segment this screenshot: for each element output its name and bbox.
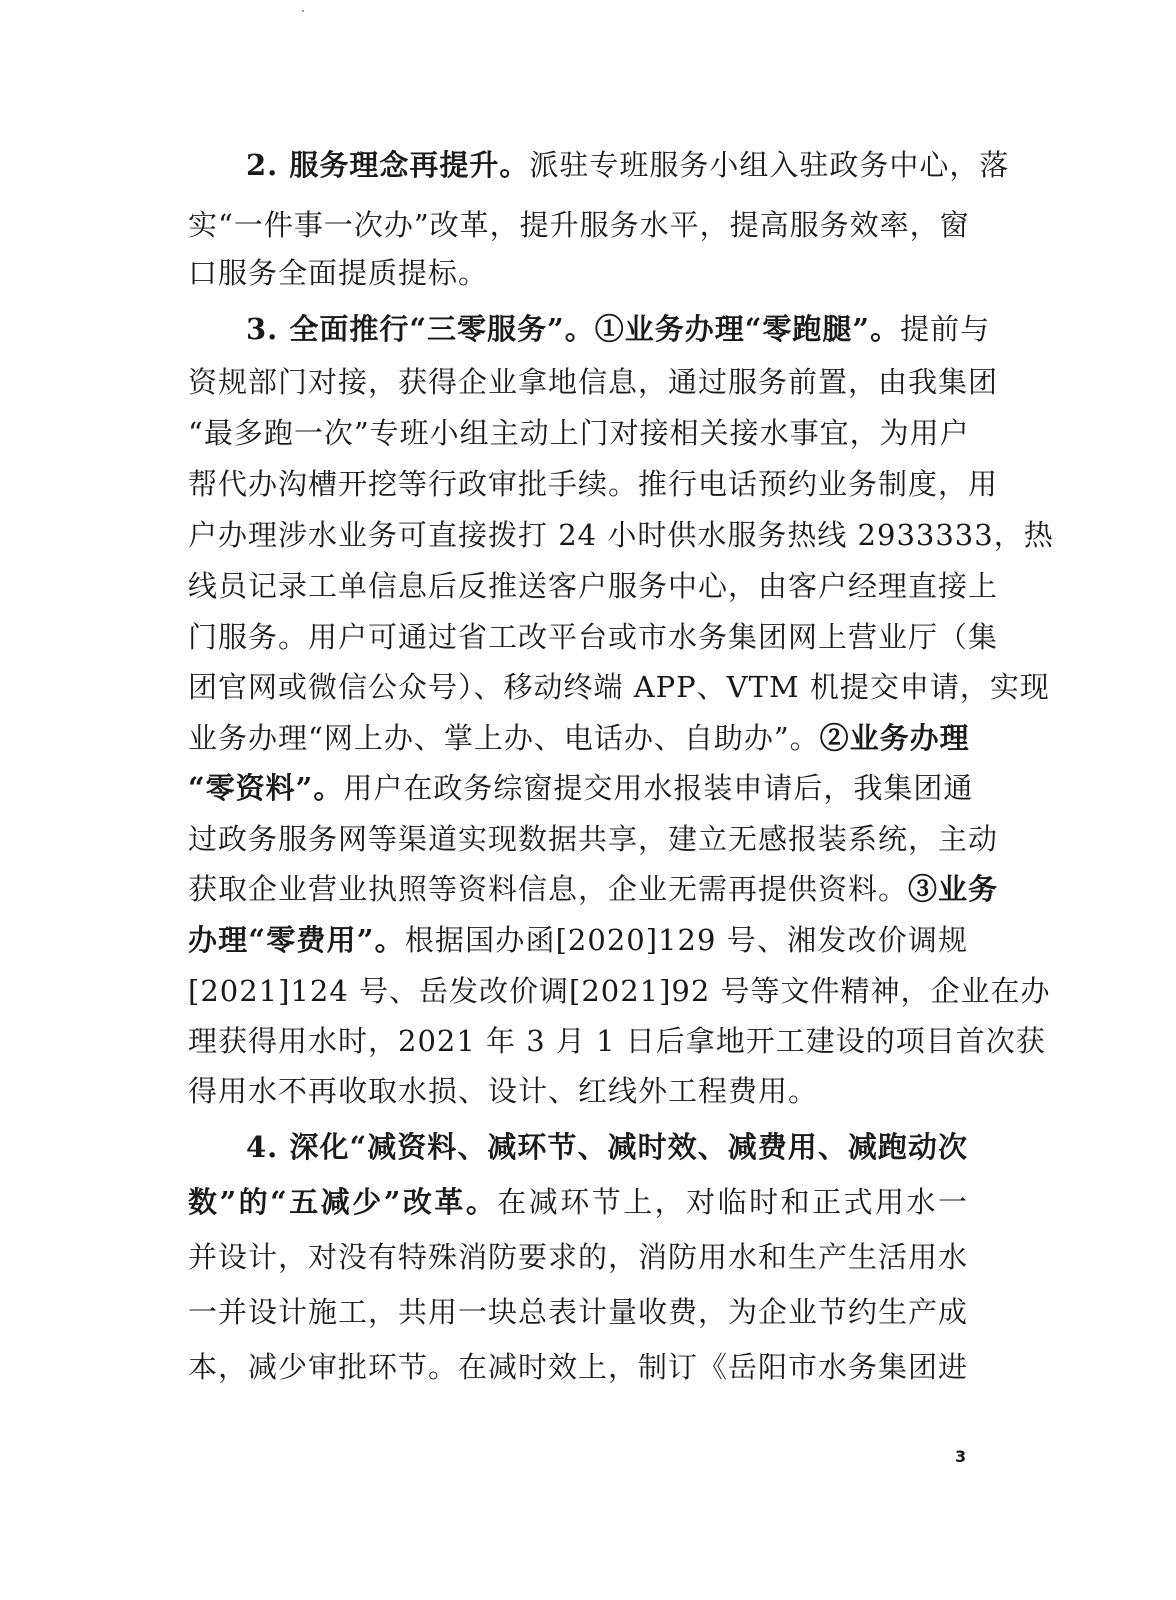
- p3-line-16: 得用水不再收取水损、设计、红线外工程费用。: [188, 1074, 819, 1108]
- scan-speck: [302, 10, 304, 12]
- p3-line-4: 帮代办沟槽开挖等行政审批手续。推行电话预约业务制度，用: [188, 467, 999, 501]
- page-number: 3: [955, 1447, 967, 1466]
- p3-line-6: 线员记录工单信息后反推送客户服务中心，由客户经理直接上: [188, 569, 999, 603]
- p3-line-7: 门服务。用户可通过省工改平台或市水务集团网上营业厅（集: [188, 620, 999, 654]
- p4-line-2: [188, 1182, 968, 1222]
- p3-subheading: ②业务办理: [819, 721, 970, 755]
- p3-line-2: 资规部门对接，获得企业拿地信息，通过服务前置，由我集团: [188, 365, 999, 399]
- p3-text: 提前与: [900, 312, 991, 346]
- p3-line-13: [188, 920, 968, 960]
- p4-text: 在减环节上，对临时和正式用水一: [497, 1185, 968, 1219]
- p3-line-12: [188, 869, 999, 909]
- p4-line-1: 4. 深化“减资料、减环节、减时效、减费用、减跑动次: [246, 1130, 968, 1164]
- p3-line-8: 团官网或微信公众号）、移动终端 APP、VTM 机提交申请，实现: [188, 670, 1050, 704]
- p4-line-4: 一并设计施工，共用一块总表计量收费，为企业节约生产成: [188, 1295, 969, 1329]
- p3-line-11: 过政务服务网等渠道实现数据共享，建立无感报装系统，主动: [188, 822, 999, 856]
- p2-text: 派驻专班服务小组入驻政务中心，落: [529, 148, 1010, 182]
- p3-text: 业务办理“网上办、掌上办、电话办、自助办”。: [188, 721, 820, 755]
- p3-line-9: [188, 718, 968, 758]
- p3-text: 获取企业营业执照等资料信息，企业无需再提供资料。: [188, 872, 909, 906]
- p3-subheading: 办理“零费用”。: [188, 923, 405, 957]
- p3-line-5: 户办理涉水业务可直接拨打 24 小时供水服务热线 2933333，热: [188, 518, 1054, 552]
- p3-heading: 3. 全面推行“三零服务”。①业务办理“零跑腿”。: [246, 312, 901, 346]
- p2-line-1: [246, 145, 1010, 185]
- p3-line-10: [188, 768, 974, 808]
- p2-heading: 2. 服务理念再提升。: [246, 148, 530, 182]
- p3-line-15: 理获得用水时，2021 年 3 月 1 日后拿地开工建设的项目首次获: [188, 1024, 1046, 1058]
- p3-text: 用户在政务综窗提交用水报装申请后，我集团通: [343, 771, 974, 805]
- p3-subheading: “零资料”。: [188, 771, 344, 805]
- p4-heading: 数”的“五减少”改革。: [188, 1185, 498, 1219]
- p3-line-1: [246, 309, 991, 349]
- p2-line-2: 实“一件事一次办”改革，提升服务水平，提高服务效率，窗: [188, 208, 970, 242]
- p3-line-3: “最多跑一次”专班小组主动上门对接相关接水事宜，为用户: [188, 416, 970, 450]
- p4-line-3: 并设计，对没有特殊消防要求的，消防用水和生产生活用水: [188, 1240, 969, 1274]
- p4-line-5: 本，减少审批环节。在减时效上，制订《岳阳市水务集团进: [188, 1350, 969, 1384]
- p2-line-3: 口服务全面提质提标。: [188, 256, 489, 290]
- p3-line-14: [2021]124 号、岳发改价调[2021]92 号等文件精神，企业在办: [188, 974, 1051, 1008]
- p3-subheading: ③业务: [908, 872, 999, 906]
- p3-text: 根据国办函[2020]129 号、湘发改价调规: [404, 923, 968, 957]
